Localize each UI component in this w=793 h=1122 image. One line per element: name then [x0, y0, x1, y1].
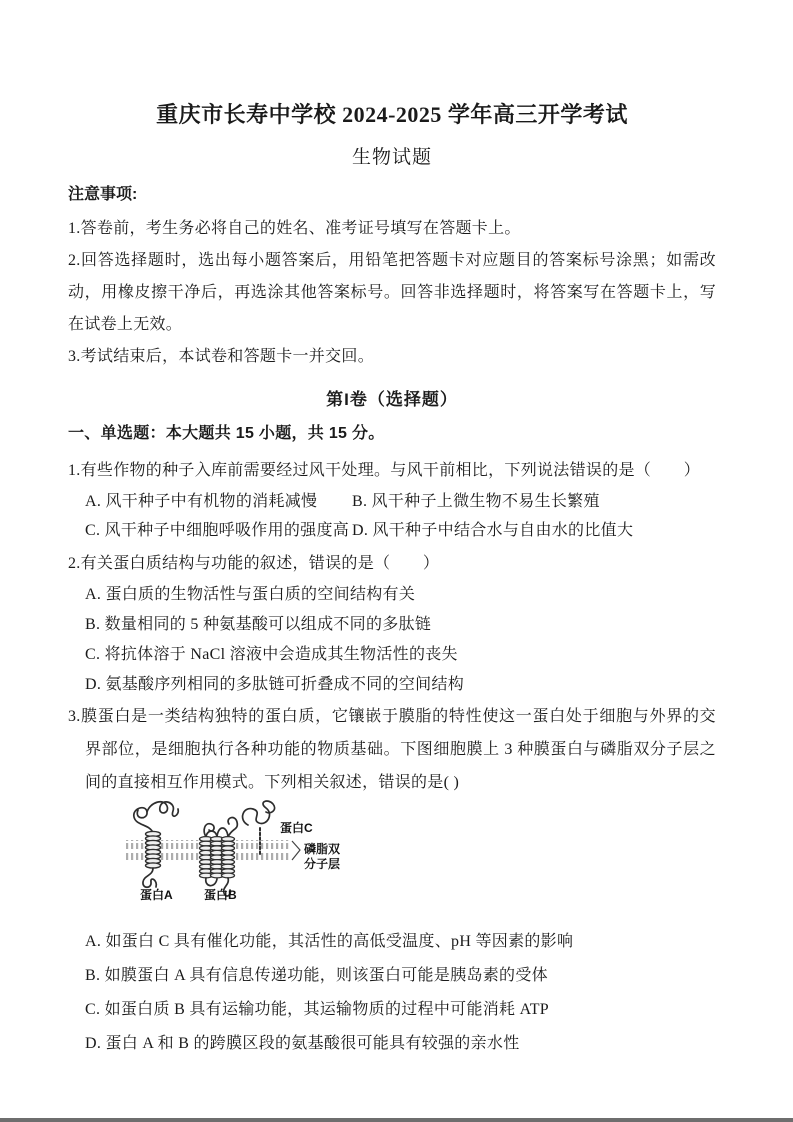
question-3-option-b: B. 如膜蛋白 A 具有信息传递功能，则该蛋白可能是胰岛素的受体: [85, 967, 548, 984]
question-3-option-d: D. 蛋白 A 和 B 的跨膜区段的氨基酸很可能具有较强的亲水性: [85, 1035, 520, 1052]
membrane-protein-figure: [120, 792, 380, 907]
exam-subject-subtitle: 生物试题: [351, 147, 432, 168]
protein-a-label: 蛋白A: [140, 888, 173, 902]
section-1-heading: 第I卷（选择题）: [326, 390, 458, 409]
question-3-text: 3.膜蛋白是一类结构独特的蛋白质，它镶嵌于膜脂的特性使这一蛋白处于细胞与外界的交界部位，是细胞执行各种功能的物质基础。下图细胞膜上 3 种膜蛋白与磷脂双分子层之间的直接相互作用模式。下列相关叙述，错误的是( ): [68, 708, 716, 791]
question-2-option-a: A. 蛋白质的生物活性与蛋白质的空间结构有关: [85, 586, 416, 603]
question-1-option-d: D. 风干种子中结合水与自由水的比值大: [352, 522, 634, 539]
notice-heading: 注意事项:: [68, 186, 138, 203]
question-1-text: 1.有些作物的种子入库前需要经过风干处理。与风干前相比，下列说法错误的是（ ）: [68, 462, 701, 479]
page-bottom-edge: [0, 1118, 793, 1122]
question-1-option-a: A. 风干种子中有机物的消耗减慢: [85, 493, 318, 510]
question-1-options: [68, 487, 716, 545]
question-3-option-c: C. 如蛋白质 B 具有运输功能，其运输物质的过程中可能消耗 ATP: [85, 1001, 549, 1018]
protein-c-label: 蛋白C: [280, 821, 313, 835]
bilayer-label-line1: 磷脂双: [304, 842, 341, 856]
notice-item-1: 1.答卷前，考生务必将自己的姓名、准考证号填写在答题卡上。: [68, 220, 521, 237]
notice-item-3: 3.考试结束后，本试卷和答题卡一并交回。: [68, 348, 375, 365]
question-2-option-c: C. 将抗体溶于 NaCl 溶液中会造成其生物活性的丧失: [85, 646, 458, 663]
question-3-option-a: A. 如蛋白 C 具有催化功能，其活性的高低受温度、pH 等因素的影响: [85, 933, 574, 950]
single-choice-heading: 一、单选题：本大题共 15 小题，共 15 分。: [68, 425, 385, 442]
question-2-text: 2.有关蛋白质结构与功能的叙述，错误的是（ ）: [68, 555, 440, 572]
notice-item-2: 2.回答选择题时，选出每小题答案后，用铅笔把答题卡对应题目的答案标号涂黑；如需改动，用橡皮擦干净后，再选涂其他答案标号。回答非选择题时，将答案写在答题卡上，写在试卷上无效。: [68, 252, 716, 333]
protein-b-label: 蛋白B: [204, 888, 237, 902]
question-2-option-b: B. 数量相同的 5 种氨基酸可以组成不同的多肽链: [85, 616, 432, 633]
question-2-options: [68, 580, 716, 700]
question-2-option-d: D. 氨基酸序列相同的多肽链可折叠成不同的空间结构: [85, 676, 465, 693]
protein-b-drawing: [200, 818, 238, 896]
bilayer-label-line2: 分子层: [304, 857, 341, 871]
bilayer-bracket: [292, 841, 300, 860]
question-1-option-b: B. 风干种子上微生物不易生长繁殖: [352, 493, 600, 510]
question-3-options: [68, 925, 716, 1061]
question-1-option-c: C. 风干种子中细胞呼吸作用的强度高: [85, 522, 350, 539]
exam-title: 重庆市长寿中学校 2024-2025 学年高三开学考试: [156, 102, 628, 127]
